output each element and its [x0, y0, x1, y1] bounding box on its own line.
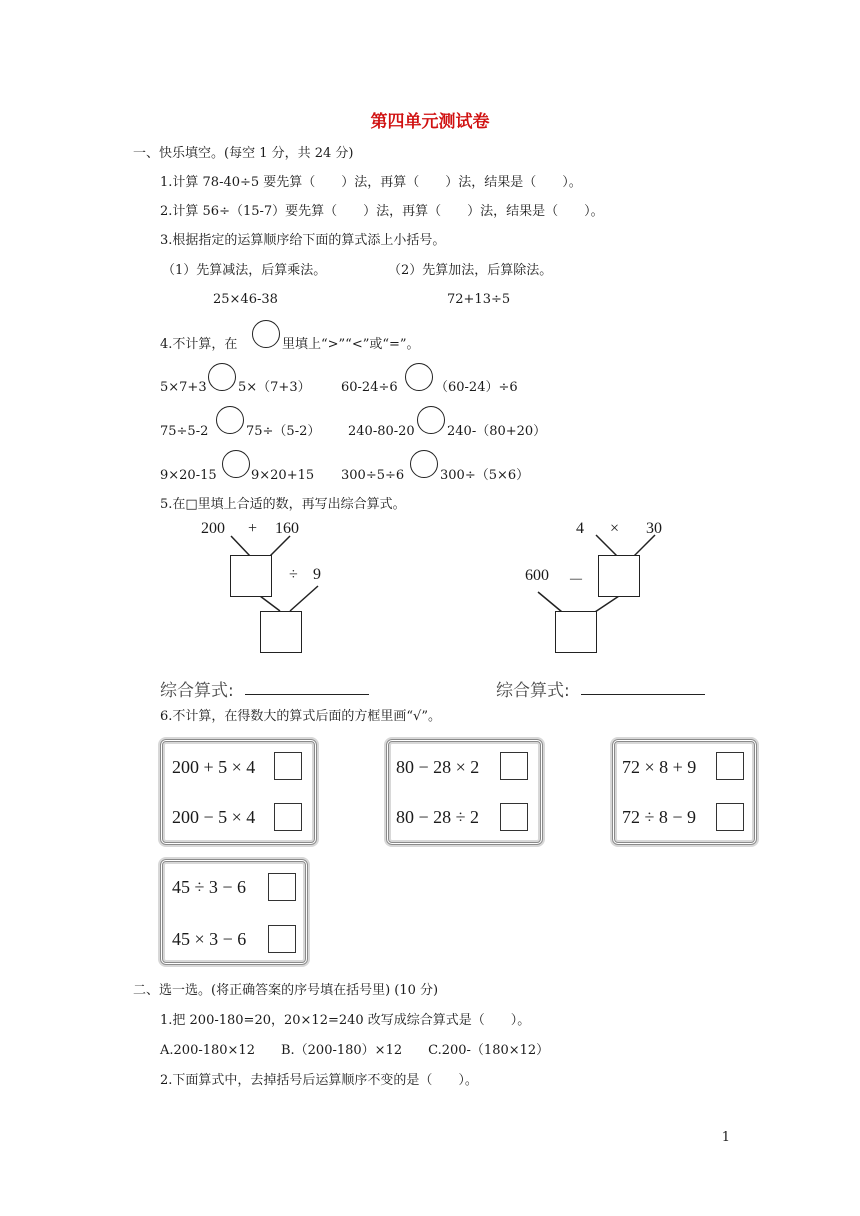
q6-g4-expr2: 45 × 3 − 6 [172, 929, 247, 949]
question-6: 6.不计算，在得数大的算式后面的方框里画“√”。 [160, 709, 441, 724]
q6-g3-expr1: 72 × 8 + 9 [622, 757, 697, 777]
q6-check-box[interactable] [268, 925, 296, 953]
q6-g4-expr1: 45 ÷ 3 − 6 [172, 877, 247, 897]
q4-r1-b-right: （60-24）÷6 [435, 380, 518, 395]
q5-right-a: 4 [576, 520, 584, 537]
q5-right-b: 30 [646, 520, 662, 537]
question-4-after: 里填上“>”“<”或“=”。 [282, 337, 420, 352]
question-3-sub1: （1）先算减法，后算乘法。 [162, 263, 327, 278]
q5-left-answer-box-1[interactable] [230, 555, 272, 597]
section2-heading: 二、选一选。(将正确答案的序号填在括号里) (10 分) [133, 983, 439, 998]
q4-r3-a-left: 9×20-15 [160, 468, 217, 483]
question-2: 2.计算 56÷（15-7）要先算（ ）法，再算（ ）法，结果是（ ）。 [160, 204, 604, 219]
q5-left-a: 200 [201, 520, 225, 537]
page-number: 1 [721, 1130, 730, 1145]
q5-right-op1: × [610, 520, 620, 537]
q5-left-combo-blank[interactable] [245, 694, 369, 695]
q4-r3-b-right: 300÷（5×6） [440, 468, 530, 483]
q5-left-b: 160 [275, 520, 299, 537]
q6-g2-expr1: 80 − 28 × 2 [396, 757, 480, 777]
q6-check-box[interactable] [274, 752, 302, 780]
question-4-before: 4.不计算，在 [160, 337, 238, 352]
q4-r3-a-right: 9×20+15 [251, 468, 315, 483]
q6-check-box[interactable] [716, 752, 744, 780]
q4-r1-b-left: 60-24÷6 [341, 380, 398, 395]
q5-right-combo-blank[interactable] [581, 694, 705, 695]
q4-r1-a-left: 5×7+3 [160, 380, 207, 395]
q6-g2-expr2: 80 − 28 ÷ 2 [396, 807, 480, 827]
q5-right-answer-box-2[interactable] [555, 611, 597, 653]
q4-r2-a-right: 75÷（5-2） [246, 424, 321, 439]
q4-r1-a-right: 5×（7+3） [238, 380, 311, 395]
question-1: 1.计算 78-40÷5 要先算（ ）法，再算（ ）法，结果是（ ）。 [160, 175, 582, 190]
q6-g1-expr1: 200 + 5 × 4 [172, 757, 256, 777]
q5-left-answer-box-2[interactable] [260, 611, 302, 653]
q6-g3-expr2: 72 ÷ 8 − 9 [622, 807, 697, 827]
q5-left-op2: ÷ [289, 566, 298, 583]
q5-left-combo-label: 综合算式: [160, 681, 234, 701]
q5-left-c: 9 [313, 566, 321, 583]
q5-right-combo-label: 综合算式: [496, 681, 570, 701]
question-3-sub2: （2）先算加法，后算除法。 [388, 263, 553, 278]
page-title: 第四单元测试卷 [370, 112, 490, 132]
section2-question-1: 1.把 200-180=20，20×12=240 改写成综合算式是（ ）。 [160, 1013, 531, 1028]
section1-heading: 一、快乐填空。(每空 1 分，共 24 分) [133, 146, 354, 161]
q4-r2-b-right: 240-（80+20） [447, 424, 547, 439]
q4-r2-b-left: 240-80-20 [348, 424, 415, 439]
q6-check-box[interactable] [500, 803, 528, 831]
section2-question-1-options: A.200-180×12 B.（200-180）×12 C.200-（180×12） [160, 1043, 550, 1058]
question-3-expr1: 25×46-38 [213, 292, 278, 307]
q6-check-box[interactable] [268, 873, 296, 901]
question-3: 3.根据指定的运算顺序给下面的算式添上小括号。 [160, 233, 446, 248]
q6-g1-expr2: 200 − 5 × 4 [172, 807, 256, 827]
q5-right-op2: － [568, 572, 585, 589]
question-5: 5.在□里填上合适的数，再写出综合算式。 [160, 497, 406, 512]
question-3-expr2: 72+13÷5 [447, 292, 511, 307]
q5-right-c: 600 [525, 567, 549, 584]
q6-check-box[interactable] [500, 752, 528, 780]
q4-r3-b-left: 300÷5÷6 [341, 468, 405, 483]
q5-left-op1: + [248, 520, 258, 537]
section2-question-2: 2.下面算式中，去掉括号后运算顺序不变的是（ ）。 [160, 1073, 478, 1088]
q6-check-box[interactable] [274, 803, 302, 831]
q5-right-answer-box-1[interactable] [598, 555, 640, 597]
q4-r2-a-left: 75÷5-2 [160, 424, 209, 439]
q6-check-box[interactable] [716, 803, 744, 831]
